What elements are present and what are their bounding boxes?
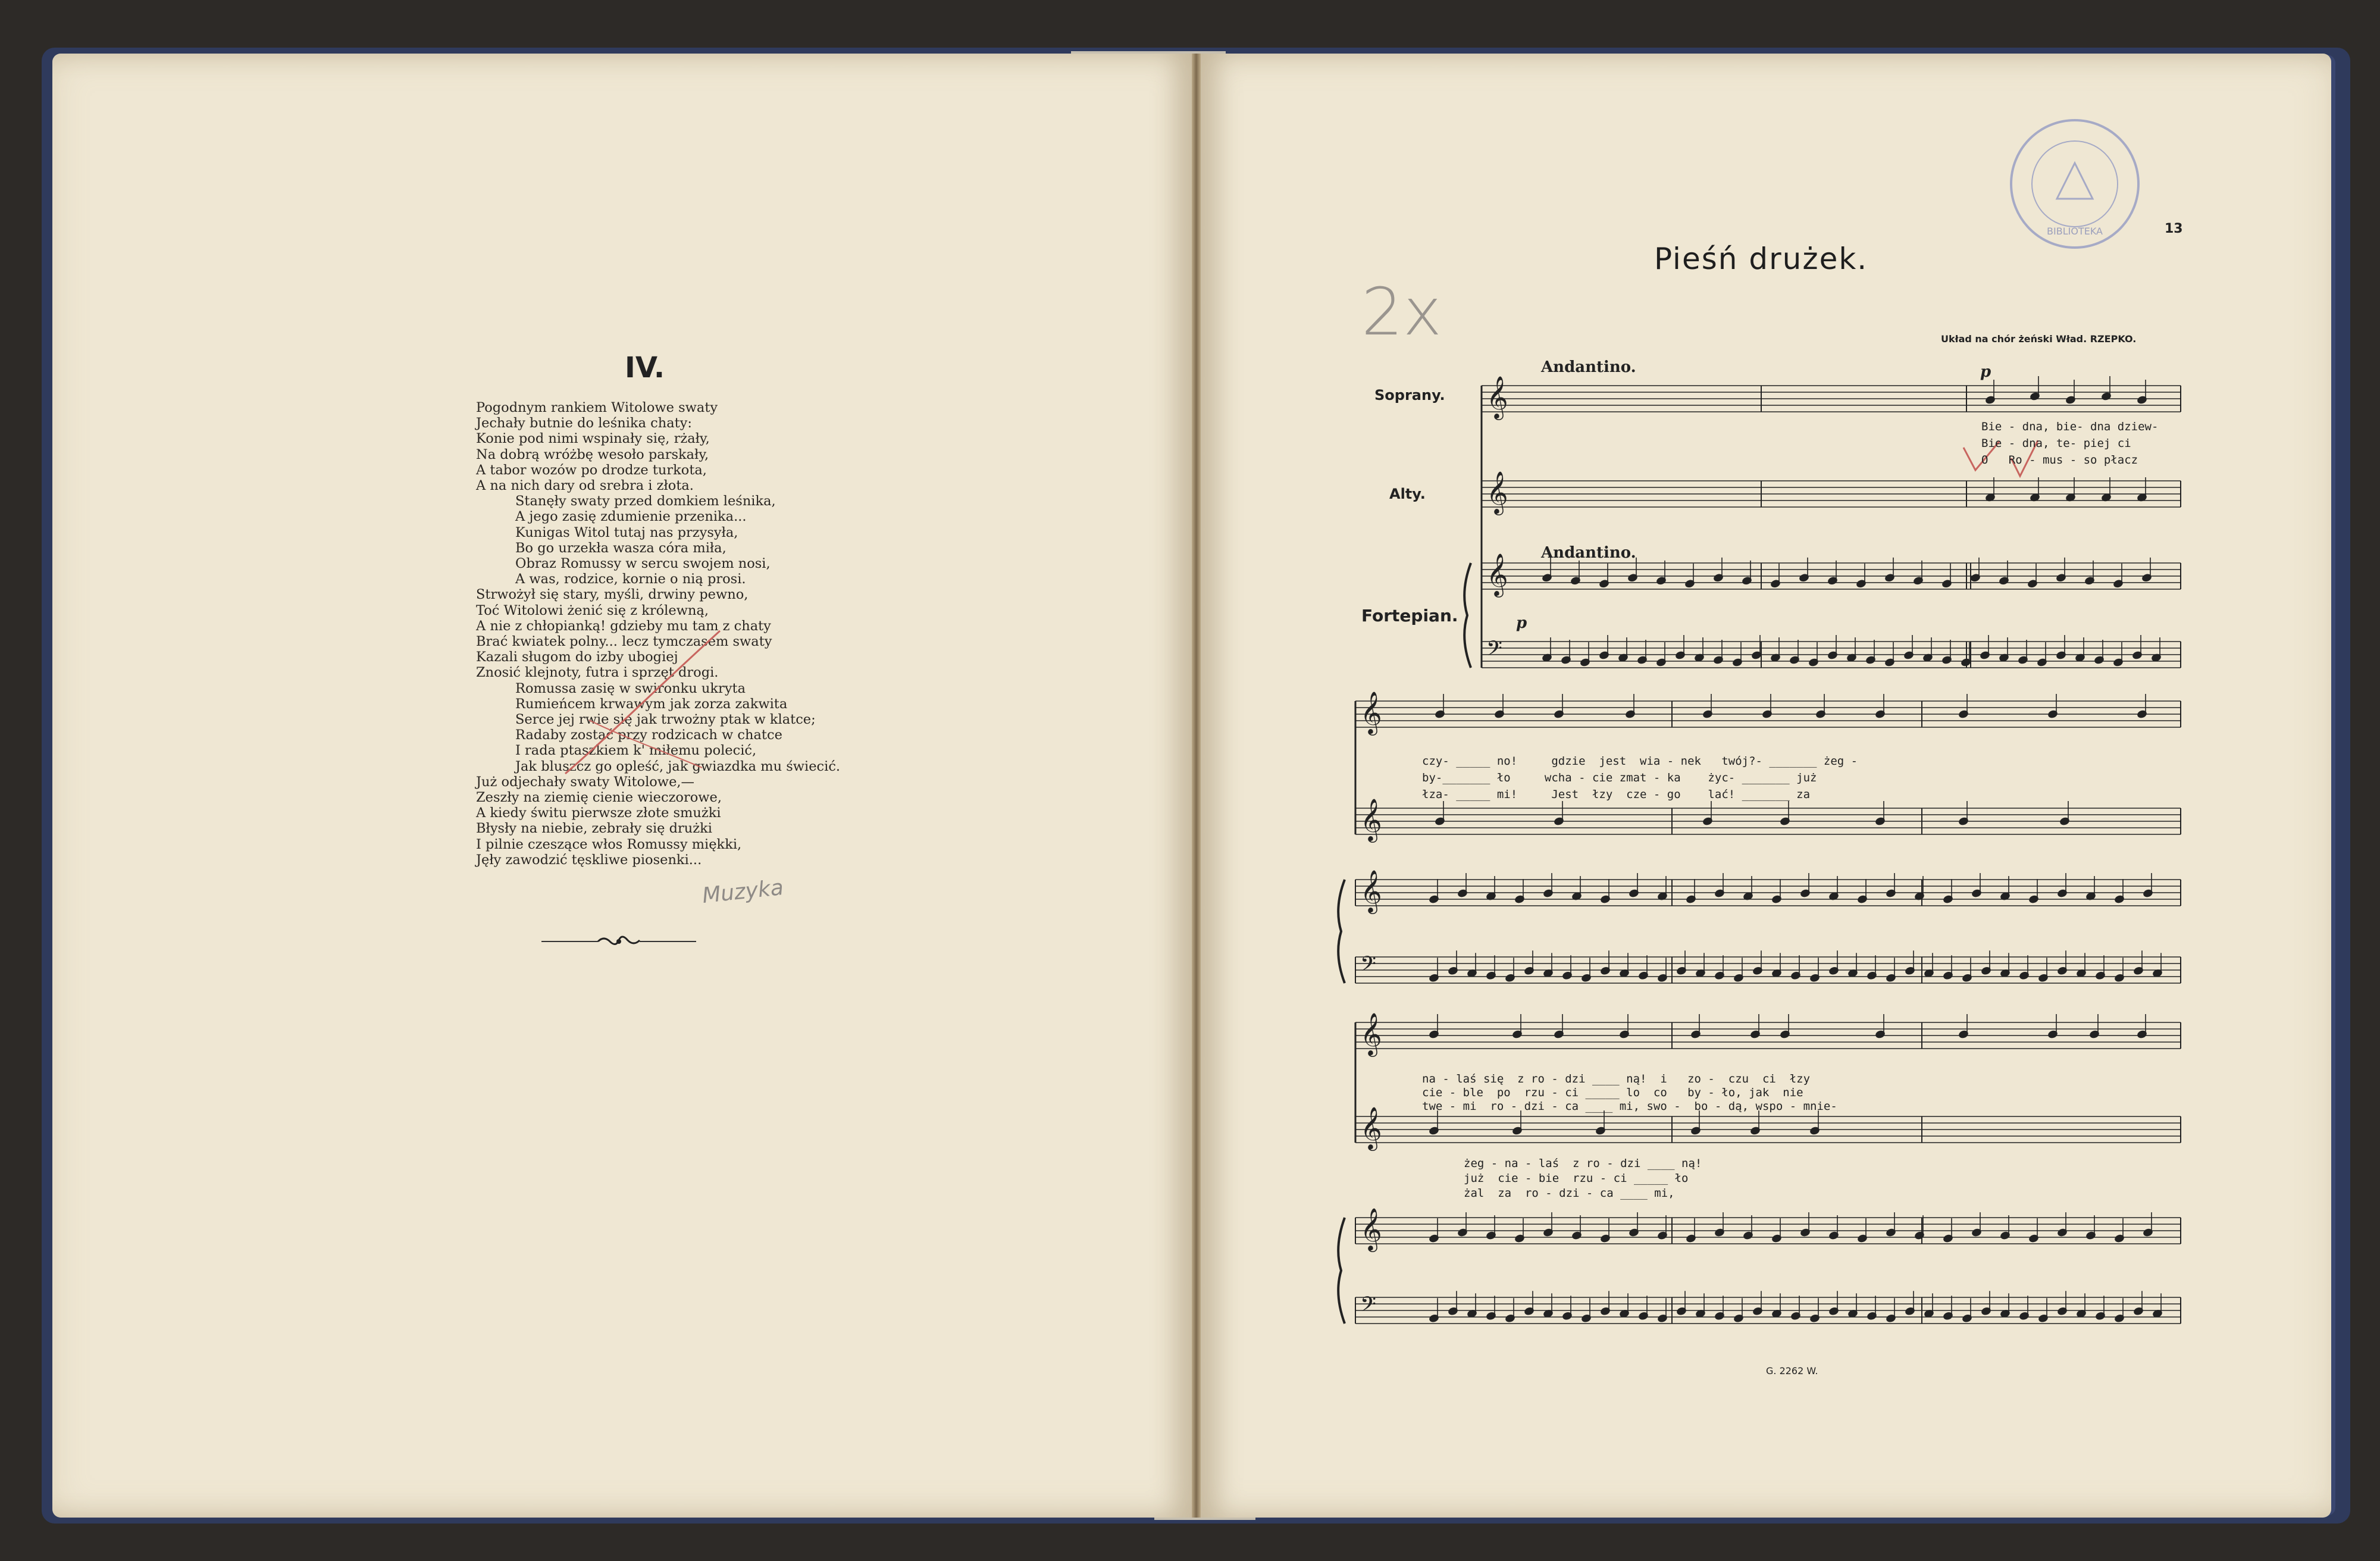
svg-text:BIBLIOTEKA: BIBLIOTEKA xyxy=(2047,226,2103,237)
tempo-voices: Andantino. xyxy=(1541,358,1636,376)
treble-clef: 𝄞 xyxy=(1486,470,1508,514)
treble-clef: 𝄞 xyxy=(1360,1012,1382,1055)
poem-line: A jego zasię zdumienie przenika... xyxy=(515,509,747,525)
lyric-line: łza- _____ mi! Jest łzy cze - go lać! _______ za xyxy=(1422,788,1811,801)
poem-line: Brać kwiatek polny... lecz tymczasem swaty xyxy=(476,634,772,650)
poem-line: Toć Witolowi żenić się z królewną, xyxy=(476,602,709,618)
poem-line: Na dobrą wróżbę wesoło parskały, xyxy=(476,446,709,462)
treble-clef: 𝄞 xyxy=(1360,690,1382,734)
poem-line: Strwożył się stary, myśli, drwiny pewno, xyxy=(476,587,749,603)
bass-clef: 𝄢 xyxy=(1360,1292,1377,1321)
lyric-line: twe - mi ro - dzi - ca ____ mi, swo - bo - dą, wspo - mnie- xyxy=(1422,1100,1837,1113)
treble-clef: 𝄞 xyxy=(1360,869,1382,912)
poem-line: I pilnie czeszące włos Romussy miękki, xyxy=(476,836,742,852)
poem-line: Romussa zasię w swironku ukryta xyxy=(515,680,746,696)
piano3-brace xyxy=(1338,1218,1345,1324)
poem-line: Serce jej rwie się jak trwożny ptak w klatce; xyxy=(515,712,816,728)
lyric-line: na - laś się z ro - dzi ____ ną! i zo - czu ci łzy xyxy=(1422,1072,1811,1085)
section-numeral: IV. xyxy=(625,351,665,384)
treble-clef: 𝄞 xyxy=(1486,375,1508,418)
arranger-credit: Układ na chór żeński Wład. RZEPKO. xyxy=(1941,333,2137,345)
poem-line: Już odjechały swaty Witolowe,— xyxy=(476,774,695,790)
lyric-line: czy- _____ no! gdzie jest wia - nek twój?- _______ żeg - xyxy=(1422,755,1858,768)
poem-line: Radaby zostać przy rodzicach w chatce xyxy=(515,727,782,743)
poem-line: Znosić klejnoty, futra i sprzęt drogi. xyxy=(476,665,719,681)
piano2-brace xyxy=(1338,880,1345,983)
poem-line: Kunigas Witol tutaj nas przysyła, xyxy=(515,524,738,540)
treble-clef: 𝄞 xyxy=(1360,1106,1382,1149)
poem-line: Obraz Romussy w sercu swojem nosi, xyxy=(515,556,771,572)
bass-clef: 𝄢 xyxy=(1360,952,1377,981)
treble-clef: 𝄞 xyxy=(1486,552,1508,596)
pencil-annotation-2x: 2x xyxy=(1361,274,1442,350)
label-alto: Alty. xyxy=(1389,486,1426,502)
label-soprano: Soprany. xyxy=(1374,387,1445,403)
lyric-line: O Ro - mus - so płacz xyxy=(1981,453,2138,467)
poem-line: Błysły na niebie, zebrały się drużki xyxy=(476,821,712,837)
lyric-line: Bie - dna, bie- dna dziew- xyxy=(1981,420,2159,433)
poem-line: Konie pod nimi wspinały się, rżały, xyxy=(476,431,710,447)
poem-line: I rada ptaszkiem k' miłemu polecić, xyxy=(515,743,757,759)
label-piano: Fortepian. xyxy=(1361,606,1458,625)
poem-line: Jechały butnie do leśnika chaty: xyxy=(476,415,692,431)
lyric-line: Bie - dna, te- piej ci xyxy=(1981,437,2131,450)
poem-line: Rumieńcem krwawym jak zorza zakwita xyxy=(515,696,788,712)
poem-line: A nie z chłopianką! gdzieby mu tam z chaty xyxy=(476,618,771,634)
catalog-number: G. 2262 W. xyxy=(1766,1365,1818,1377)
dynamic-p: p xyxy=(1980,363,1991,381)
lyric-line: by-_______ ło wcha - cie zmat - ka życ- _______ już xyxy=(1422,771,1817,784)
poem-line: Jak bluszcz go opleść, jak gwiazdka mu świecić. xyxy=(515,758,841,774)
poem-line: A was, rodzice, kornie o nią prosi. xyxy=(515,571,746,587)
tempo-piano: Andantino. xyxy=(1541,544,1636,562)
pencil-annotation: Muzyka xyxy=(701,875,785,909)
poem-line: Stanęły swaty przed domkiem leśnika, xyxy=(515,493,776,509)
poem-line: Jęły zawodzić tęskliwe piosenki... xyxy=(476,852,702,868)
poem-line: Zeszły na ziemię cienie wieczorowe, xyxy=(476,790,722,806)
bass-clef: 𝄢 xyxy=(1486,636,1503,665)
song-title: Pieśń drużek. xyxy=(1654,242,1868,276)
treble-clef: 𝄞 xyxy=(1360,1207,1382,1250)
poem-line: Pogodnym rankiem Witolowe swaty xyxy=(476,400,718,415)
poem-line: Kazali sługom do izby ubogiej xyxy=(476,649,678,665)
dynamic-p: p xyxy=(1516,614,1527,632)
poem-line: A tabor wozów po drodze turkota, xyxy=(476,462,707,478)
lyric-line: żal za ro - dzi - ca ____ mi, xyxy=(1464,1187,1675,1200)
poem-line: Bo go urzekła wasza córa miła, xyxy=(515,540,726,556)
treble-clef: 𝄞 xyxy=(1360,797,1382,841)
poem-line: A kiedy świtu pierwsze złote smużki xyxy=(476,805,721,821)
page-number: 13 xyxy=(2165,221,2183,236)
lyric-line: żeg - na - laś z ro - dzi ____ ną! xyxy=(1464,1157,1702,1170)
lyric-line: cie - ble po rzu - ci _____ lo co by - ło, jak nie xyxy=(1422,1086,1803,1099)
piano-brace xyxy=(1464,563,1471,668)
lyric-line: już cie - bie rzu - ci _____ ło xyxy=(1464,1172,1689,1185)
poem-line: A na nich dary od srebra i złota. xyxy=(476,478,694,494)
